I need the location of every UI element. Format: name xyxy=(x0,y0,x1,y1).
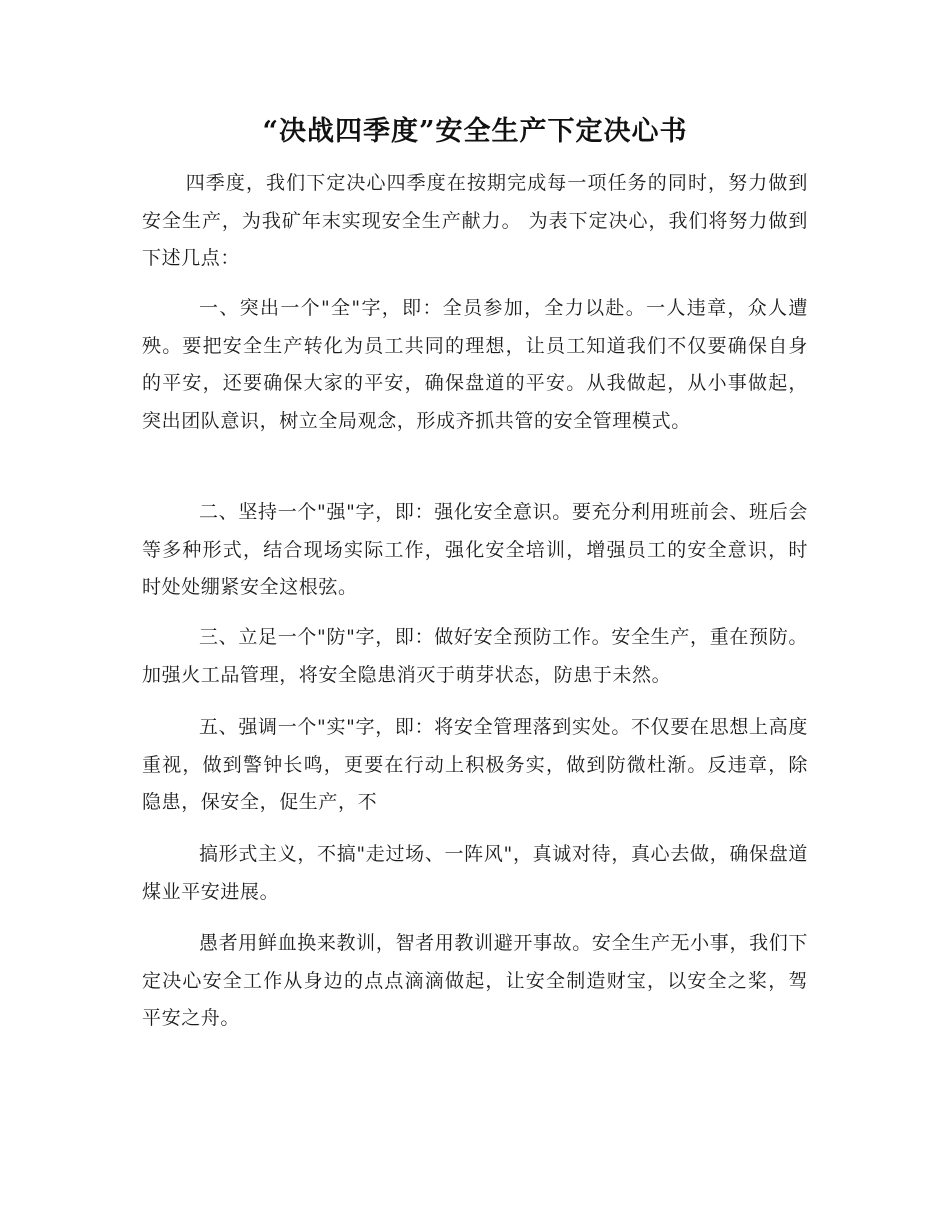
point-2-paragraph: 二、坚持一个"强"字，即：强化安全意识。要充分利用班前会、班后会等多种形式，结合现场实际工作，强化安全培训，增强员工的安全意识，时时处处绷紧安全这根弦。 xyxy=(142,501,808,598)
document-title: “决战四季度”安全生产下定决心书 xyxy=(262,116,688,147)
closing-paragraph: 愚者用鲜血换来教训，智者用教训避开事故。安全生产无小事，我们下定决心安全工作从身边的点点滴滴做起，让安全制造财宝，以安全之桨，驾平安之舟。 xyxy=(142,932,808,1029)
point-5-paragraph: 五、强调一个"实"字，即：将安全管理落到实处。不仅要在思想上高度重视，做到警钟长鸣，更要在行动上积极务实，做到防微杜渐。反违章，除隐患，保安全，促生产，不 xyxy=(142,716,808,813)
intro-paragraph: 四季度，我们下定决心四季度在按期完成每一项任务的同时，努力做到安全生产，为我矿年末实现安全生产献力。 为表下定决心，我们将努力做到下述几点： xyxy=(142,172,808,269)
point-3-paragraph: 三、立足一个"防"字，即：做好安全预防工作。安全生产，重在预防。加强火工品管理，将安全隐患消灭于萌芽状态，防患于未然。 xyxy=(142,626,808,686)
point-1-paragraph: 一、突出一个"全"字，即：全员参加，全力以赴。一人违章，众人遭殃。要把安全生产转化为员工共同的理想，让员工知道我们不仅要确保自身的平安，还要确保大家的平安，确保盘道的平安。从我做起，从小事做起，突出团队意识，树立全局观念，形成齐抓共管的安全管理模式。 xyxy=(142,297,808,432)
point-5-continuation-paragraph: 搞形式主义，不搞"走过场、一阵风"，真诚对待，真心去做，确保盘道煤业平安进展。 xyxy=(142,843,808,903)
